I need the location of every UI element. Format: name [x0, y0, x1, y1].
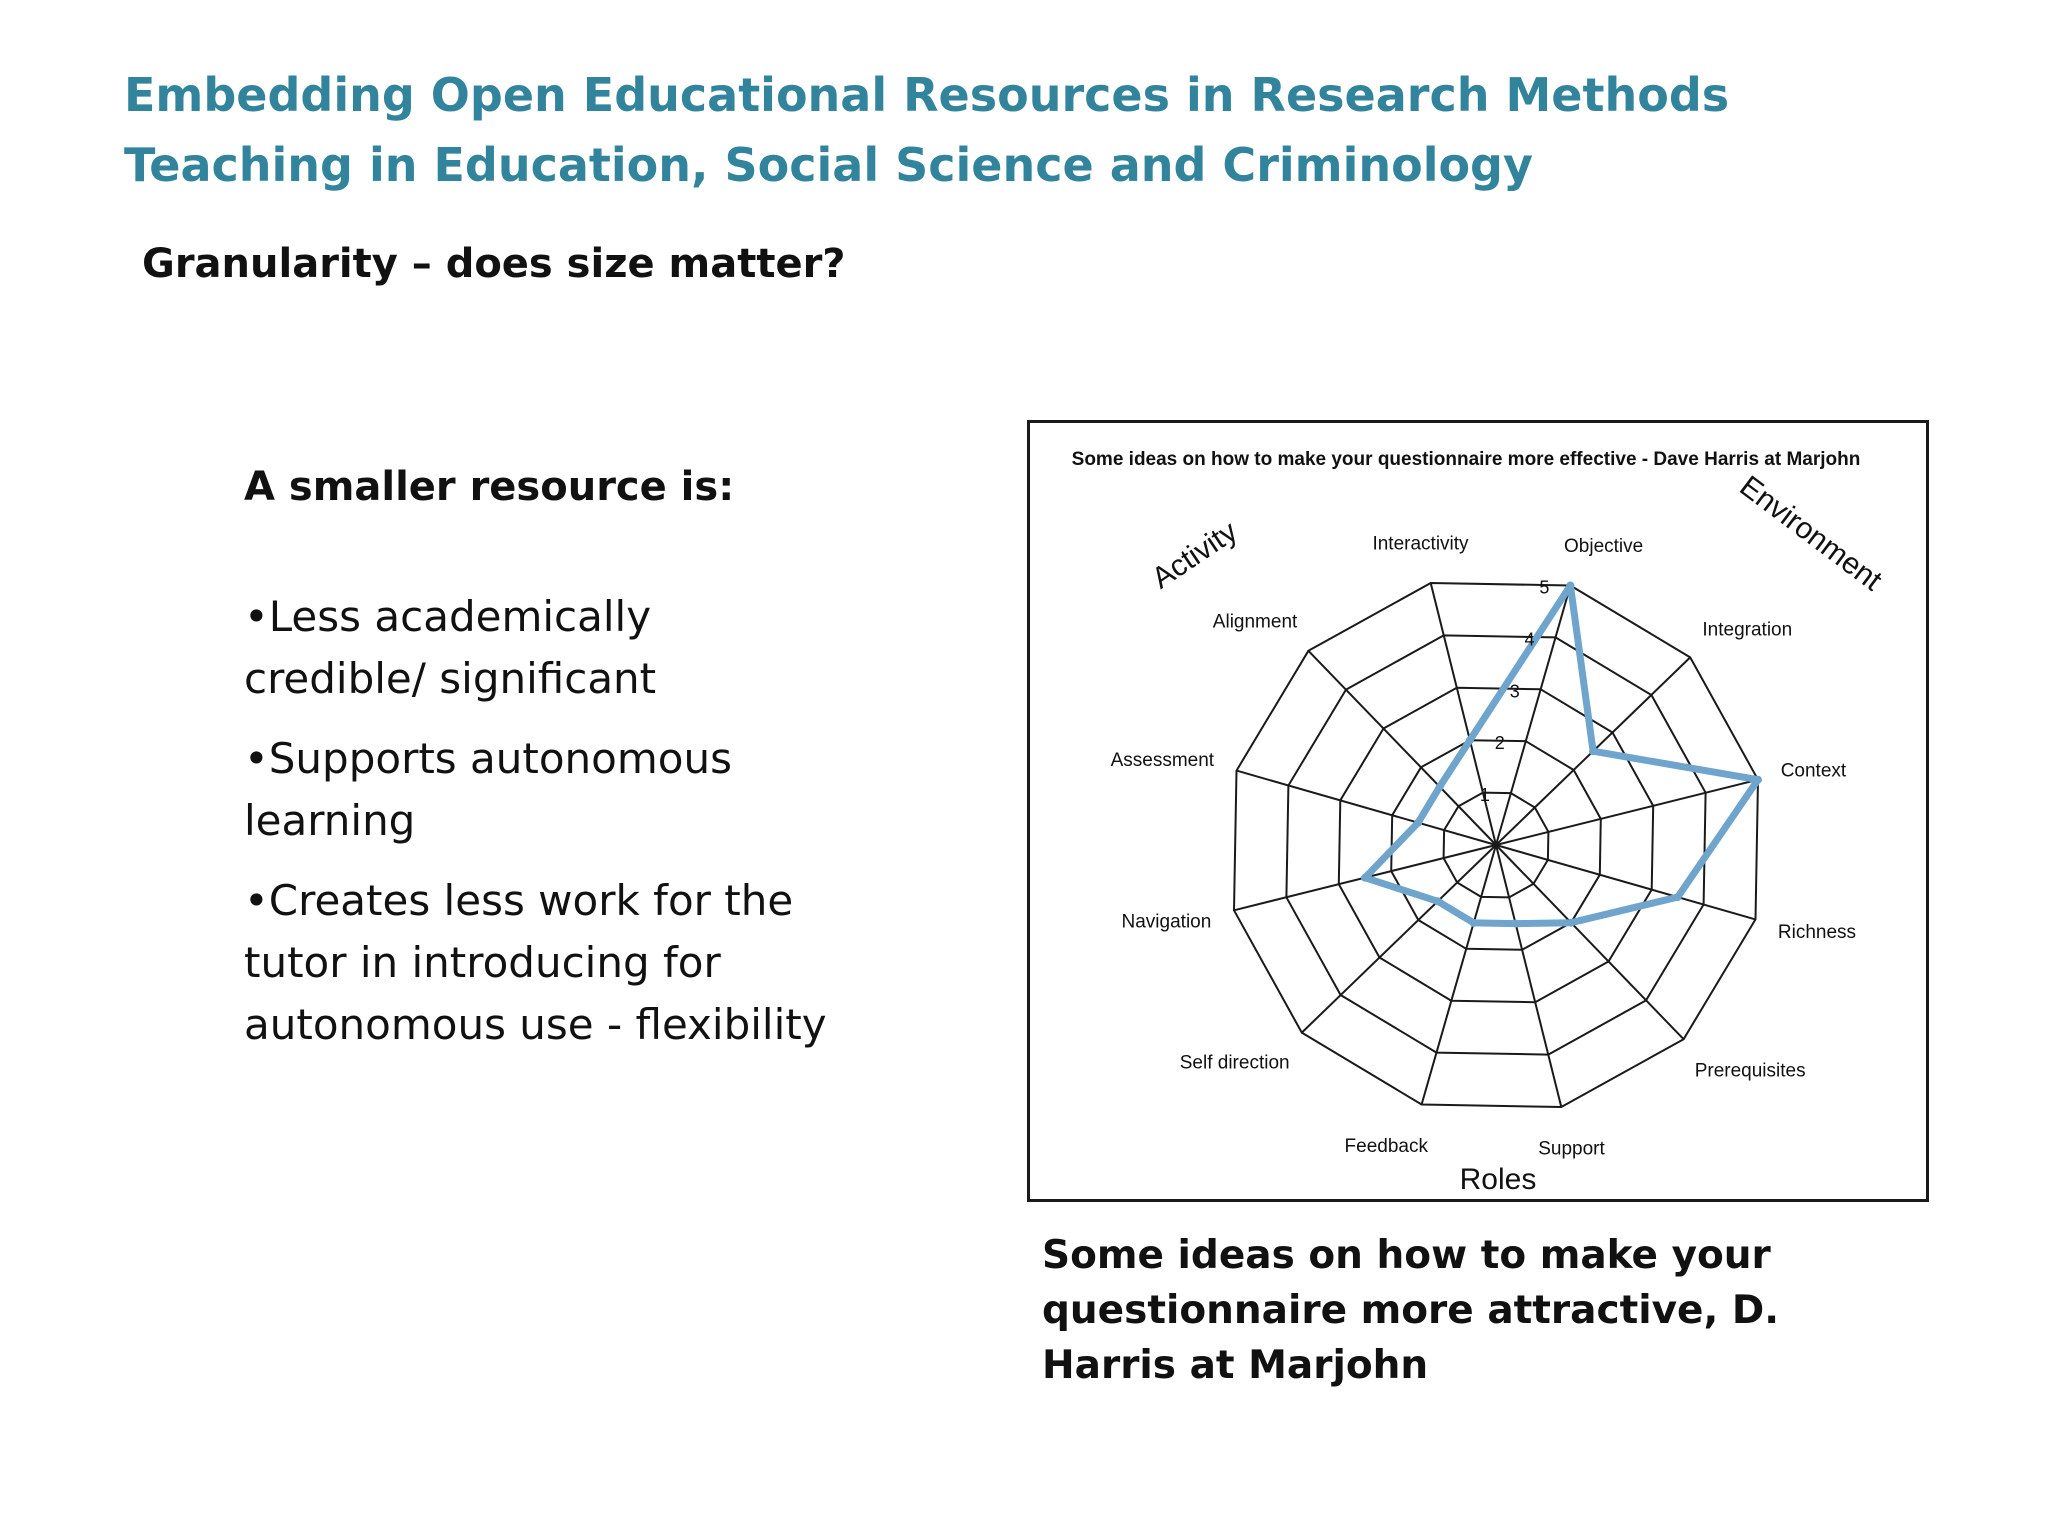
radar-data-point — [1674, 893, 1682, 901]
radar-axis-label: Feedback — [1344, 1135, 1428, 1157]
radar-axis-label: Support — [1538, 1138, 1605, 1160]
radar-data-point — [1436, 783, 1444, 791]
group-label-roles: Roles — [1459, 1163, 1537, 1196]
radar-chart-frame — [1027, 420, 1929, 1202]
radar-spoke — [1496, 845, 1684, 1039]
radar-axis-label: Alignment — [1212, 611, 1298, 633]
radar-axis-label: Objective — [1564, 536, 1644, 558]
left-text-block — [244, 458, 844, 1074]
radar-axis-labels — [1111, 533, 1856, 1159]
radar-data-point — [1512, 920, 1520, 928]
radar-series-line — [1365, 586, 1758, 924]
radar-scale-label: 3 — [1509, 681, 1520, 702]
bullet-item: •Creates less work for the tutor in introducing for autonomous use - flexibility — [244, 876, 827, 1049]
radar-scale-label: 1 — [1479, 785, 1490, 806]
radar-axis-label: Integration — [1702, 619, 1793, 641]
radar-axis-label: Interactivity — [1372, 533, 1469, 555]
radar-axis-label: Prerequisites — [1694, 1060, 1806, 1082]
radar-spoke — [1496, 845, 1561, 1107]
radar-data-point — [1466, 736, 1474, 744]
radar-axis-label: Navigation — [1121, 911, 1212, 933]
bullet-list — [244, 586, 844, 1056]
radar-axis-label: Self direction — [1179, 1052, 1290, 1074]
radar-data-point — [1589, 747, 1597, 755]
group-label-environment: Environment — [1733, 469, 1888, 598]
group-label-activity: Activity — [1146, 514, 1244, 596]
radar-axis-label: Assessment — [1110, 750, 1215, 771]
radar-chart — [1030, 423, 1926, 1199]
radar-axis-label: Context — [1780, 760, 1847, 782]
radar-spoke — [1302, 845, 1496, 1033]
radar-data-point — [1566, 582, 1574, 590]
bullet-item: •Less academically credible/ significant — [244, 592, 657, 703]
radar-data-point — [1754, 776, 1762, 784]
slide-title: Embedding Open Educational Resources in Research Methods Teaching in Education, Social Science and Criminology — [124, 68, 1730, 192]
radar-scale-label: 2 — [1494, 733, 1505, 754]
radar-data-point — [1434, 897, 1442, 905]
radar-data-point — [1470, 919, 1478, 927]
chart-title: Some ideas on how to make your questionnaire more effective - Dave Harris at Marjohn — [1071, 449, 1861, 470]
radar-scale-label: 5 — [1539, 577, 1550, 598]
radar-data-point — [1567, 919, 1575, 927]
bullet-item: •Supports autonomous learning — [244, 734, 732, 845]
left-heading: A smaller resource is: — [244, 464, 735, 510]
radar-data-point — [1361, 874, 1369, 882]
radar-grid — [1234, 583, 1758, 1107]
slide-subtitle: Granularity – does size matter? — [142, 241, 846, 287]
radar-scale-label: 4 — [1524, 629, 1535, 650]
figure-caption: Some ideas on how to make your questionnaire more attractive, D. Harris at Marjohn — [1042, 1233, 1780, 1388]
radar-axis-label: Richness — [1777, 922, 1857, 943]
radar-data-point — [1414, 819, 1422, 827]
